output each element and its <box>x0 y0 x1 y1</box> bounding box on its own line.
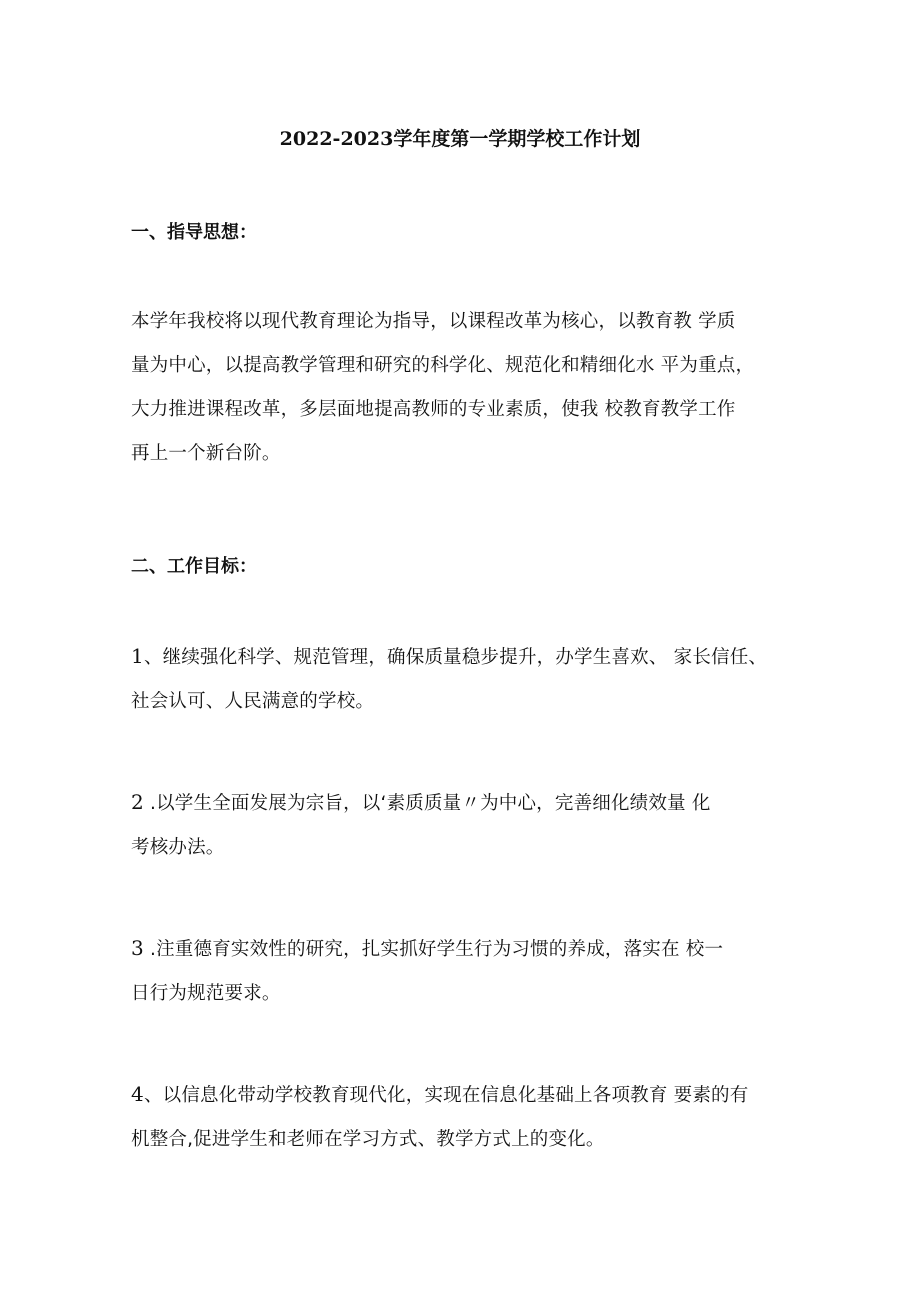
goal-text: 、以信息化带动学校教育现代化，实现在信息化基础上各项教育 要素的有 <box>143 1085 749 1106</box>
paragraph-line: 量为中心，以提高教学管理和研究的科学化、规范化和精细化水 平为重点， <box>131 355 755 376</box>
goal-item-1 <box>131 634 801 724</box>
goal-line <box>131 634 801 680</box>
section-heading-work-goals: 二、工作目标： <box>131 556 257 577</box>
goal-number: 2 <box>131 790 144 814</box>
goal-item-4 <box>131 1072 801 1162</box>
section-heading-guiding-ideology: 一、指导思想： <box>131 222 257 243</box>
paragraph-line: 本学年我校将以现代教育理论为指导，以课程改革为核心，以教育教 学质 <box>131 311 736 332</box>
goal-line: 考核办法。 <box>131 837 225 858</box>
goal-text: .注重德育实效性的研究，扎实抓好学生行为习惯的养成，落实在 校一 <box>143 939 724 960</box>
goal-line <box>131 780 801 826</box>
paragraph-line: 再上一个新台阶。 <box>131 443 281 464</box>
goal-item-3 <box>131 926 801 1016</box>
goal-line <box>131 1072 801 1118</box>
goal-number: 1 <box>131 644 144 668</box>
goal-number: 3 <box>131 936 144 960</box>
guiding-ideology-paragraph <box>131 300 801 476</box>
goal-text: .以学生全面发展为宗旨，以‘素质质量〃为中心，完善细化绩效量 化 <box>143 793 711 814</box>
goal-item-2 <box>131 780 801 870</box>
goal-line: 机整合,促进学生和老师在学习方式、教学方式上的变化。 <box>131 1129 605 1150</box>
goal-number: 4 <box>131 1082 144 1106</box>
document-title: 2022-2023学年度第一学期学校工作计划 <box>279 128 641 150</box>
goal-line: 日行为规范要求。 <box>131 983 281 1004</box>
paragraph-line: 大力推进课程改革，多层面地提高教师的专业素质，使我 校教育教学工作 <box>131 399 736 420</box>
goal-line: 社会认可、人民满意的学校。 <box>131 691 375 712</box>
goal-line <box>131 926 801 972</box>
goal-text: 、继续强化科学、规范管理，确保质量稳步提升，办学生喜欢、 家长信任、 <box>143 647 768 668</box>
